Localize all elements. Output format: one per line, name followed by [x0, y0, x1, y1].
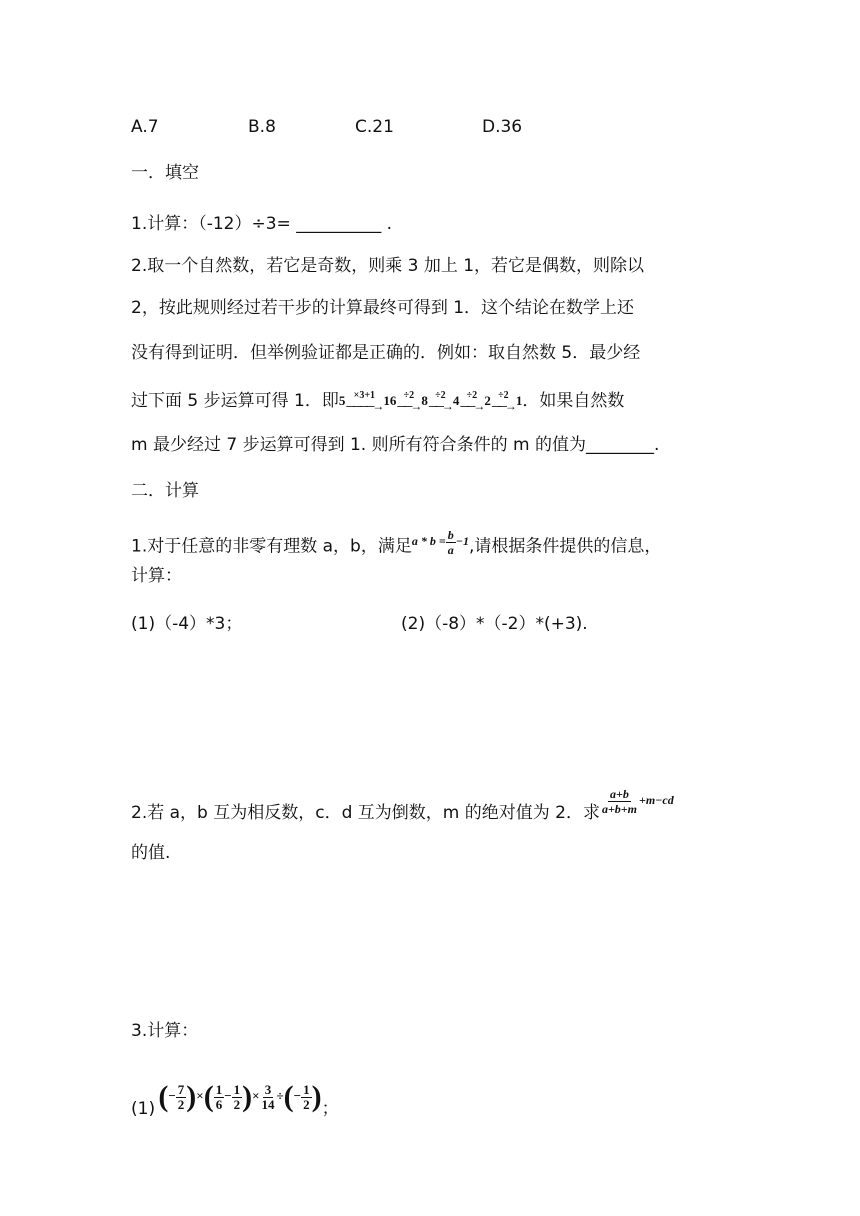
- paren-close: ): [242, 1080, 253, 1114]
- paren-open: (: [283, 1080, 294, 1114]
- calc-1-line-1: [131, 528, 661, 559]
- arrow-icon: ────→: [346, 399, 383, 413]
- paren-open: (: [203, 1080, 214, 1114]
- paren-close: ): [311, 1080, 322, 1114]
- calc-3-expression: (− $\frac{7}{2}$ )×( $\frac{1}{6}$ − $\frac{1}{2}$ )× $\frac{3}{14}$ ÷(− $\frac{1}{2}$ ): [158, 1080, 322, 1114]
- calc-3-sub-1: [131, 1075, 339, 1117]
- formula-frac: [446, 528, 456, 557]
- calc-2-den: a+b+m: [601, 801, 637, 816]
- frac-3: [232, 1083, 243, 1112]
- frac-2-den: 6: [215, 1096, 223, 1112]
- question-2-line-4: [131, 388, 624, 414]
- chain-n5: 1: [515, 393, 523, 408]
- chain-n1: 16: [383, 393, 397, 408]
- question-1: 1.计算：（-12）÷3= __________ .: [131, 214, 393, 234]
- question-2-line-1: 2.取一个自然数，若它是奇数，则乘 3 加上 1，若它是偶数，则除以: [131, 256, 645, 276]
- frac-3-num: 1: [233, 1081, 241, 1097]
- calc-1-formula: [411, 528, 469, 557]
- calc-2-formula: [600, 786, 674, 816]
- frac-5-num: 1: [303, 1081, 310, 1097]
- section-fill-title: 一．填空: [131, 163, 199, 183]
- frac-5-den: 2: [303, 1096, 310, 1112]
- calc-2-rest: +m−cd: [638, 793, 674, 807]
- calc-3-end: ；: [321, 1099, 339, 1119]
- option-c: C.21: [355, 117, 394, 137]
- section-calc-title: 二．计算: [131, 481, 199, 501]
- frac-4: [260, 1083, 277, 1112]
- chain-op-2: ÷2: [403, 390, 415, 401]
- calc-2-line-2: 的值.: [131, 843, 171, 863]
- chain-n3: 4: [452, 393, 460, 408]
- calc-2-frac: [600, 787, 639, 816]
- chain-arrow-5: [492, 391, 515, 411]
- calc-1-line-2: 计算：: [131, 566, 182, 586]
- calc-2-pre: 2.若 a，b 互为相反数，c．d 互为倒数，m 的绝对值为 2．求: [131, 803, 600, 823]
- frac-5: [301, 1083, 312, 1112]
- frac-2-num: 1: [215, 1081, 223, 1097]
- calc-1-sub-2: (2)（-8）*（-2）*(+3).: [401, 614, 588, 634]
- chain-n2: 8: [421, 393, 428, 408]
- calc-2-num: a+b: [610, 786, 629, 801]
- calc-3-title: 3.计算：: [131, 1021, 199, 1041]
- chain-op-5: ÷2: [498, 390, 509, 401]
- frac-4-den: 14: [261, 1096, 275, 1112]
- arrow-icon: ──→: [491, 399, 515, 413]
- question-2-line-4-pre: 过下面 5 步运算可得 1．即: [131, 391, 339, 411]
- calc-3-sub-1-label: (1): [131, 1099, 156, 1119]
- chain-arrow-4: [460, 391, 483, 411]
- chain-op-4: ÷2: [466, 390, 478, 401]
- option-a: A.7: [131, 117, 159, 137]
- paren-open: (: [158, 1080, 169, 1114]
- calc-1-pre: 1.对于任意的非零有理数 a，b，满足: [131, 536, 412, 557]
- calc-2-line-1: [131, 786, 674, 830]
- frac-4-num: 3: [264, 1081, 272, 1097]
- question-2-line-2: 2，按此规则经过若干步的计算最终可得到 1．这个结论在数学上还: [131, 298, 635, 318]
- chain-arrow-3: [429, 391, 452, 411]
- formula-num: b: [447, 528, 454, 542]
- option-b: B.8: [248, 117, 276, 137]
- operation-chain: [339, 388, 523, 414]
- chain-n4: 2: [484, 393, 491, 408]
- chain-op-3: ÷2: [435, 390, 446, 401]
- frac-1-den: 2: [177, 1096, 185, 1112]
- frac-3-den: 2: [233, 1096, 241, 1112]
- frac-2: [214, 1083, 225, 1112]
- chain-op-1: ×3+1: [353, 390, 376, 401]
- question-2-line-3: 没有得到证明．但举例验证都是正确的．例如：取自然数 5．最少经: [131, 343, 641, 363]
- arrow-icon: ──→: [428, 399, 452, 413]
- calc-1-sub-1: (1)（-4）*3；: [131, 614, 243, 634]
- formula-rhs: −1: [455, 534, 469, 549]
- formula-den: a: [447, 543, 454, 557]
- question-2-line-5: m 最少经过 7 步运算可得到 1. 则所有符合条件的 m 的值为________.: [131, 435, 660, 455]
- paren-close: ): [186, 1080, 197, 1114]
- option-d: D.36: [482, 117, 523, 137]
- question-2-line-4-post: ．如果自然数: [522, 391, 625, 411]
- chain-n0: 5: [338, 393, 346, 408]
- calc-1-post: ,请根据条件提供的信息，: [468, 536, 662, 557]
- arrow-icon: ──→: [460, 399, 484, 413]
- frac-1-num: 7: [177, 1081, 185, 1097]
- formula-lhs: a * b =: [411, 534, 446, 549]
- arrow-icon: ──→: [397, 399, 421, 413]
- chain-arrow-2: [397, 391, 420, 411]
- chain-arrow-1: [346, 391, 382, 411]
- frac-1: [176, 1083, 187, 1112]
